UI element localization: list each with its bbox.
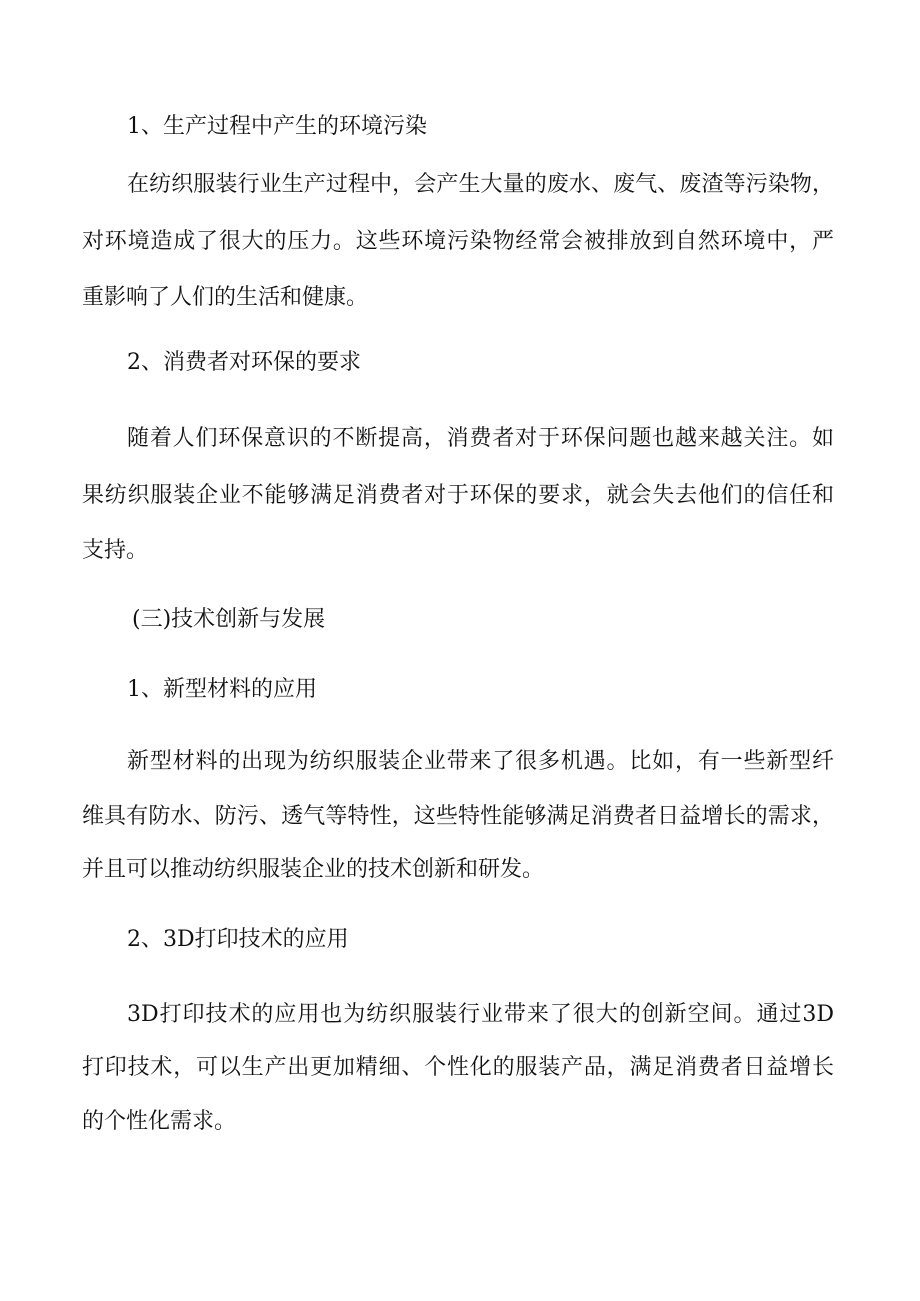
paragraph-line: 重影响了人们的生活和健康。 (82, 285, 369, 310)
section-heading-tech-innovation: (三)技术创新与发展 (132, 607, 326, 632)
section-heading-consumer-demand: 2、消费者对环保的要求 (127, 350, 361, 375)
paragraph-line: 随着人们环保意识的不断提高，消费者对于环保问题也越来越关注。如 (127, 426, 834, 451)
section-heading-3d-printing: 2、3D打印技术的应用 (127, 927, 349, 952)
paragraph-line: 在纺织服装行业生产过程中，会产生大量的废水、废气、废渣等污染物， (127, 172, 834, 197)
paragraph-line: 维具有防水、防污、透气等特性，这些特性能够满足消费者日益增长的需求， (82, 804, 834, 829)
paragraph-line: 支持。 (82, 538, 149, 563)
paragraph-line: 3D打印技术的应用也为纺织服装行业带来了很大的创新空间。通过3D (127, 1002, 834, 1027)
paragraph-line: 对环境造成了很大的压力。这些环境污染物经常会被排放到自然环境中，严 (82, 229, 834, 254)
section-heading-pollution: 1、生产过程中产生的环境污染 (127, 114, 427, 139)
paragraph-line: 并且可以推动纺织服装企业的技术创新和研发。 (82, 857, 545, 882)
paragraph-line: 的个性化需求。 (82, 1109, 237, 1134)
paragraph-line: 果纺织服装企业不能够满足消费者对于环保的要求，就会失去他们的信任和 (82, 483, 834, 508)
section-heading-new-materials: 1、新型材料的应用 (127, 677, 317, 702)
paragraph-line: 新型材料的出现为纺织服装企业带来了很多机遇。比如，有一些新型纤 (127, 749, 834, 774)
paragraph-line: 打印技术，可以生产出更加精细、个性化的服装产品，满足消费者日益增长 (82, 1055, 834, 1080)
